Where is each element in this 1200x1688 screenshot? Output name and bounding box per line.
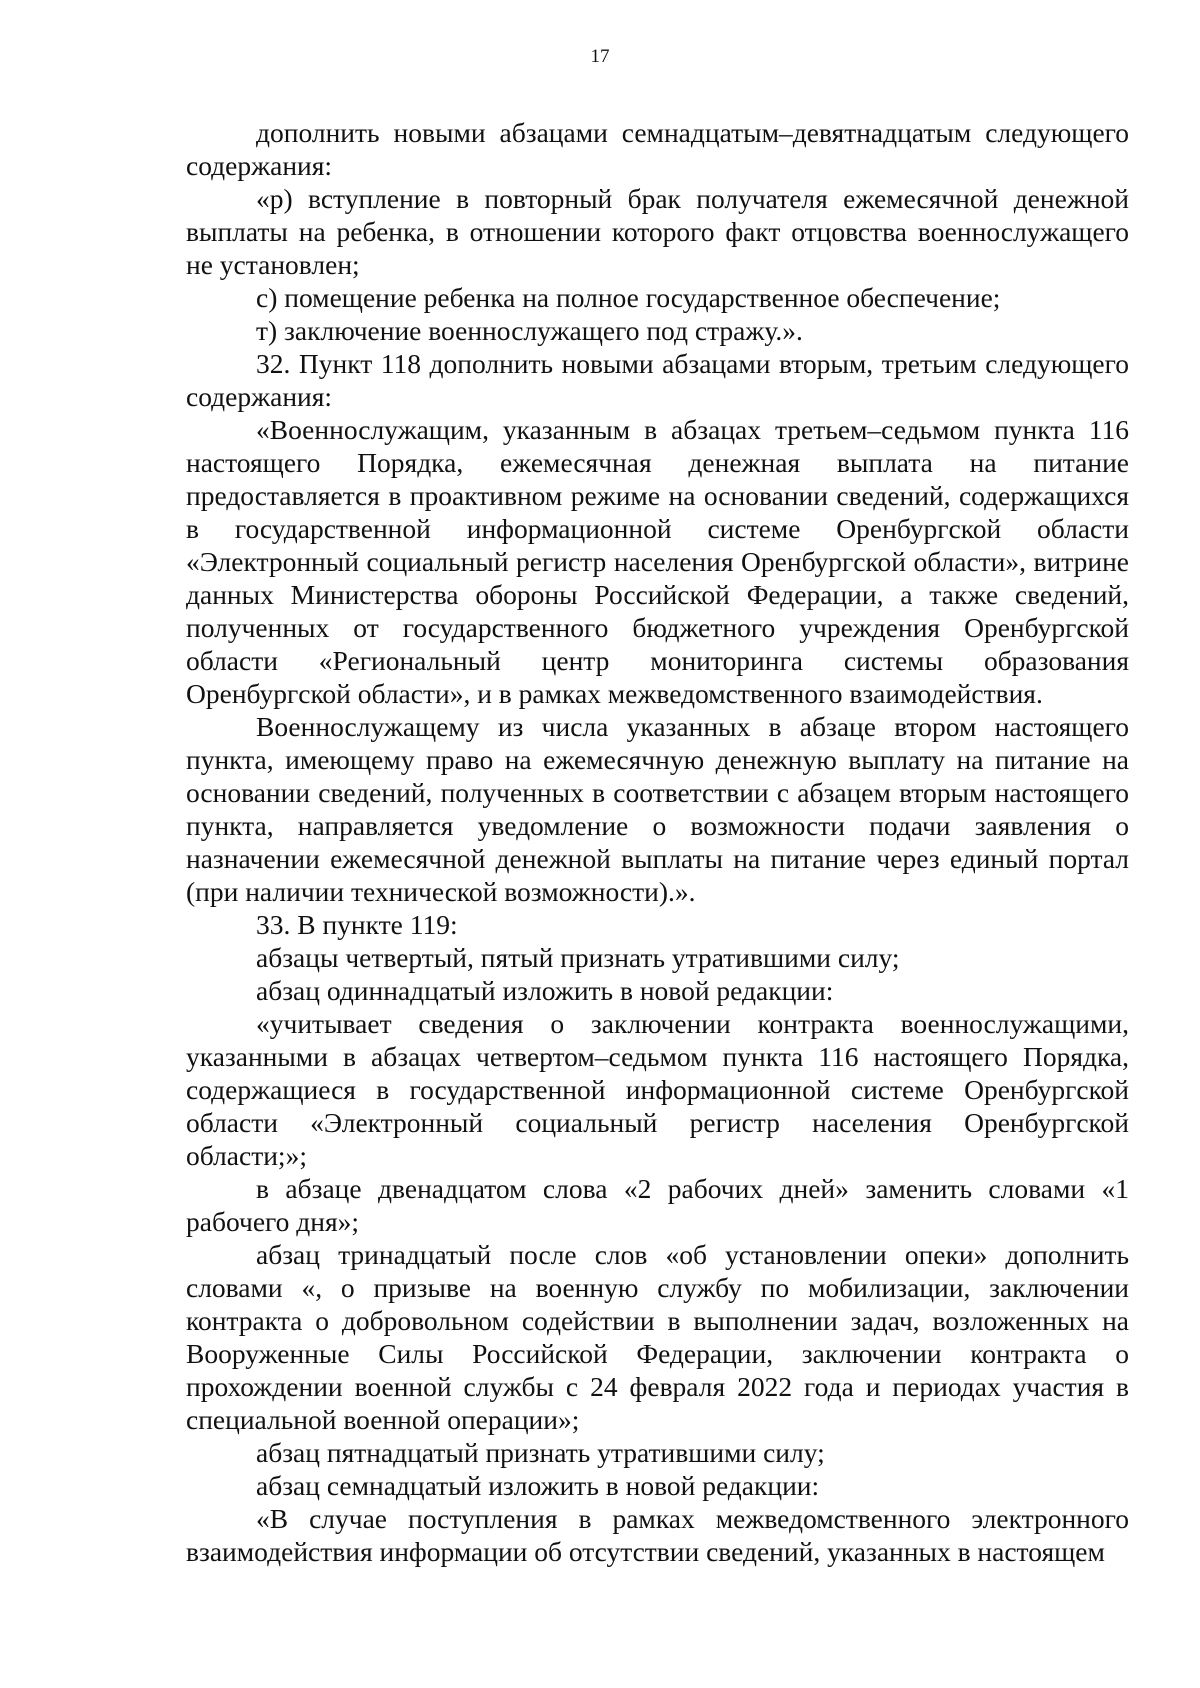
paragraph: «Военнослужащим, указанным в абзацах третьем–седьмом пункта 116 настоящего Порядка, ежемесячная денежная выплата на питание предоставляется в проактивном режиме на основании сведений, содержащихся в государственной информационной системе Оренбургской области «Электронный социальный регистр населения Оренбургской области», витрине данных Министерства обороны Российской Федерации, а также сведений, полученных от государственного бюджетного учреждения Оренбургской области «Региональный центр мониторинга системы образования Оренбургской области», и в рамках межведомственного взаимодействия. <box>186 414 1129 709</box>
paragraph: 32. Пункт 118 дополнить новыми абзацами вторым, третьим следующего содержания: <box>186 348 1129 412</box>
paragraph: абзац одиннадцатый изложить в новой редакции: <box>256 975 834 1006</box>
paragraph: абзацы четвертый, пятый признать утратившими силу; <box>256 942 900 973</box>
paragraph: Военнослужащему из числа указанных в абзаце втором настоящего пункта, имеющему право на ежемесячную денежную выплату на питание на основании сведений, полученных в соответствии с абзацем вторым настоящего пункта, направляется уведомление о возможности подачи заявления о назначении ежемесячной денежной выплаты на питание через единый портал (при наличии технической возможности).». <box>186 711 1129 907</box>
paragraph: «В случае поступления в рамках межведомственного электронного взаимодействия информации об отсутствии сведений, указанных в настоящем <box>186 1503 1129 1567</box>
paragraph: 33. В пункте 119: <box>256 909 458 940</box>
document-body <box>186 116 1129 1568</box>
paragraph: абзац пятнадцатый признать утратившими силу; <box>256 1437 825 1468</box>
paragraph: абзац тринадцатый после слов «об установлении опеки» дополнить словами «, о призыве на военную службу по мобилизации, заключении контракта о добровольном содействии в выполнении задач, возложенных на Вооруженные Силы Российской Федерации, заключении контракта о прохождении военной службы с 24 февраля 2022 года и периодах участия в специальной военной операции»; <box>186 1239 1129 1435</box>
page-number: 17 <box>590 46 610 67</box>
paragraph: «р) вступление в повторный брак получателя ежемесячной денежной выплаты на ребенка, в отношении которого факт отцовства военнослужащего не установлен; <box>186 183 1129 280</box>
paragraph: «учитывает сведения о заключении контракта военнослужащими, указанными в абзацах четвертом–седьмом пункта 116 настоящего Порядка, содержащиеся в государственной информационной системе Оренбургской области «Электронный социальный регистр населения Оренбургской области;»; <box>186 1008 1129 1171</box>
paragraph: с) помещение ребенка на полное государственное обеспечение; <box>256 282 1001 313</box>
paragraph: абзац семнадцатый изложить в новой редакции: <box>256 1470 820 1501</box>
paragraph: т) заключение военнослужащего под стражу.». <box>256 315 803 346</box>
paragraph: дополнить новыми абзацами семнадцатым–девятнадцатым следующего содержания: <box>186 117 1129 181</box>
paragraph: в абзаце двенадцатом слова «2 рабочих дней» заменить словами «1 рабочего дня»; <box>186 1173 1129 1237</box>
